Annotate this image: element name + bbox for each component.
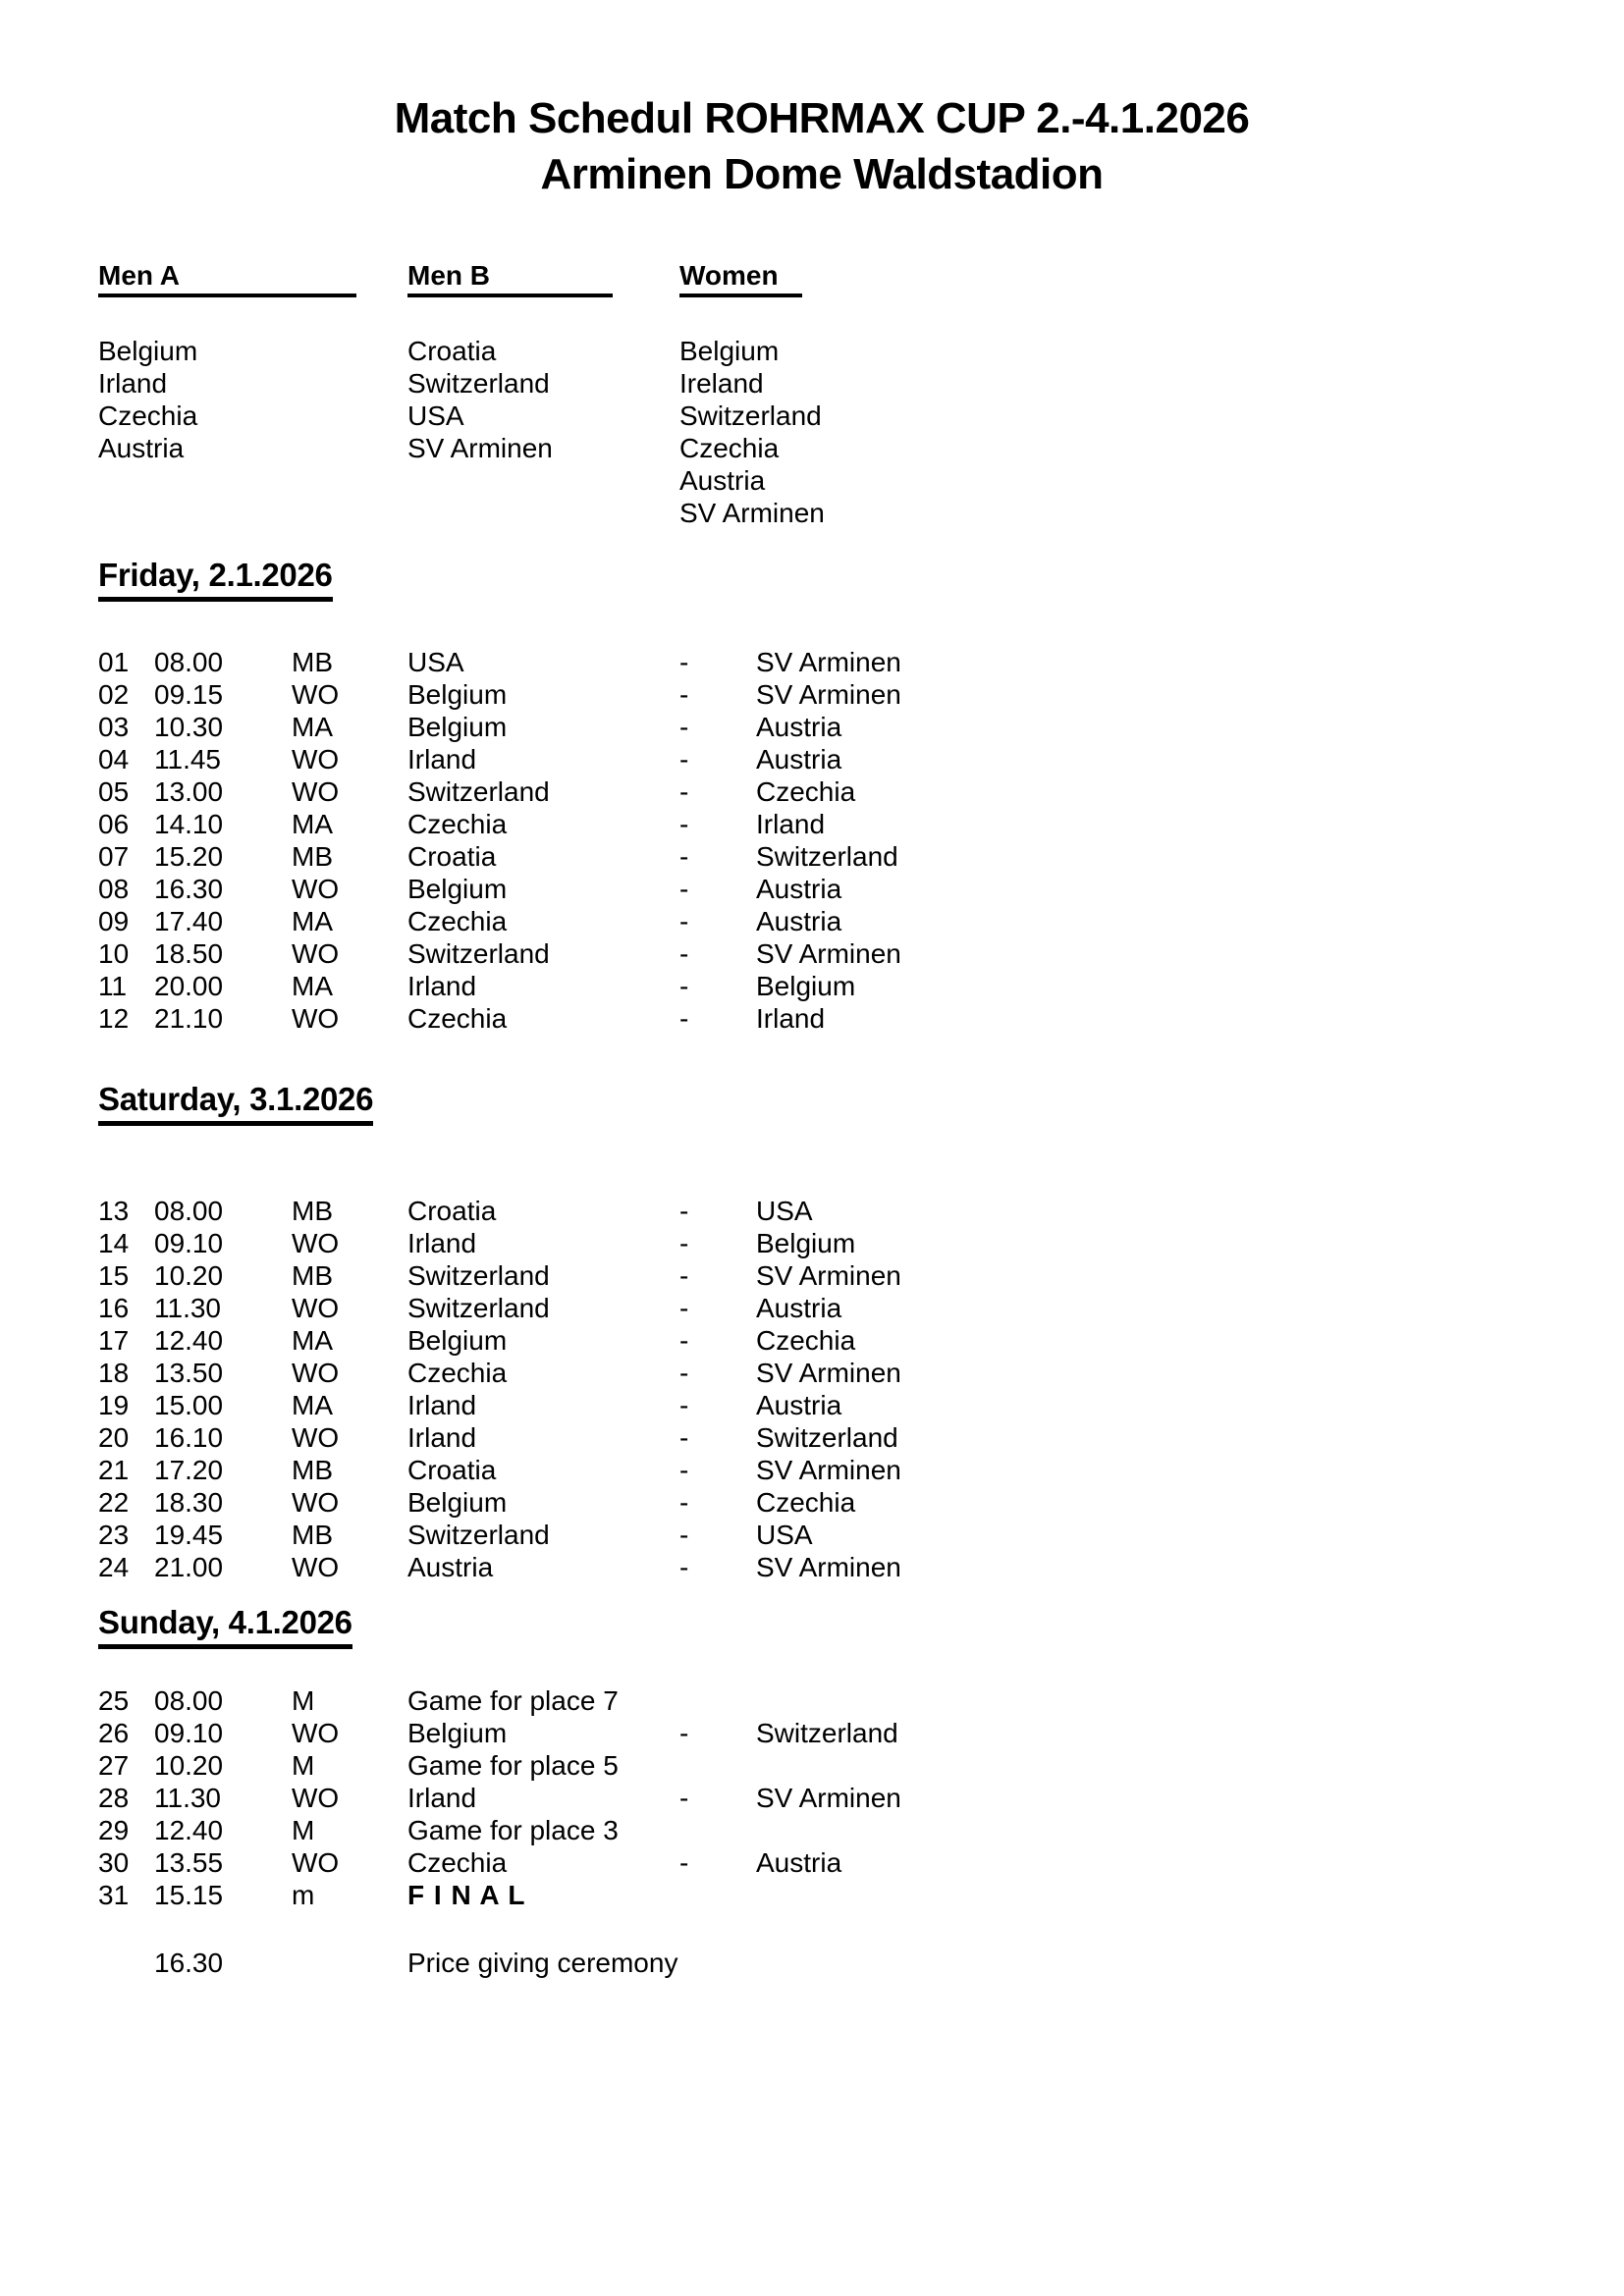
match-number: 29 xyxy=(98,1815,130,1845)
match-number: 25 xyxy=(98,1685,130,1716)
match-time: 12.40 xyxy=(154,1815,224,1845)
match-away-team: SV Arminen xyxy=(756,938,901,969)
match-away-team: Irland xyxy=(756,809,826,839)
match-category: WO xyxy=(292,1783,340,1813)
match-home-team: Irland xyxy=(407,1228,477,1258)
match-away-team: Czechia xyxy=(756,1325,856,1356)
match-category: MA xyxy=(292,906,333,936)
match-number: 16 xyxy=(98,1293,130,1323)
match-home-team: Irland xyxy=(407,971,477,1001)
match-row xyxy=(98,808,1545,840)
group-team-list xyxy=(407,335,679,529)
title-line-1: Match Schedul ROHRMAX CUP 2.-4.1.2026 xyxy=(394,94,1250,142)
match-home-team: Belgium xyxy=(407,679,508,710)
match-away-team: Austria xyxy=(756,712,842,742)
match-away-team: Austria xyxy=(756,1390,842,1420)
team-name: Switzerland xyxy=(407,368,550,399)
match-number: 10 xyxy=(98,938,130,969)
match-home-team: Irland xyxy=(407,1390,477,1420)
day-heading-wrap xyxy=(98,1603,1545,1649)
day-rows xyxy=(98,646,1545,1035)
match-away-team: SV Arminen xyxy=(756,1783,901,1813)
match-separator: - xyxy=(679,1487,689,1518)
match-number: 30 xyxy=(98,1847,130,1878)
team-name: Czechia xyxy=(98,400,198,431)
ceremony-separator-placeholder xyxy=(679,1947,756,1979)
match-category: WO xyxy=(292,1003,340,1034)
match-home-team: Czechia xyxy=(407,1847,508,1878)
team-name: Croatia xyxy=(407,336,497,366)
match-category: MA xyxy=(292,971,333,1001)
match-row xyxy=(98,873,1545,905)
match-separator: - xyxy=(679,1358,689,1388)
match-away-team xyxy=(756,1814,1545,1846)
match-number: 13 xyxy=(98,1196,130,1226)
match-separator: - xyxy=(679,874,689,904)
team-name: SV Arminen xyxy=(679,498,825,528)
match-away-team: SV Arminen xyxy=(756,647,901,677)
match-category: MB xyxy=(292,1520,333,1550)
match-separator: - xyxy=(679,938,689,969)
match-away-team: Switzerland xyxy=(756,1718,898,1748)
ceremony-away-placeholder xyxy=(756,1947,1545,1979)
match-separator: - xyxy=(679,1422,689,1453)
match-separator: - xyxy=(679,744,689,774)
match-number: 05 xyxy=(98,776,130,807)
match-separator: - xyxy=(679,1455,689,1485)
match-home-team: Game for place 5 xyxy=(407,1750,619,1781)
match-category: WO xyxy=(292,1487,340,1518)
group-header-cell xyxy=(407,261,679,297)
ceremony-row xyxy=(98,1947,1545,1979)
match-separator xyxy=(679,1814,756,1846)
day-heading-wrap xyxy=(98,556,1545,602)
match-number: 23 xyxy=(98,1520,130,1550)
match-time: 18.30 xyxy=(154,1487,224,1518)
match-category: m xyxy=(292,1880,315,1910)
match-row xyxy=(98,1684,1545,1717)
match-separator: - xyxy=(679,1847,689,1878)
day-section xyxy=(98,1080,1545,1583)
day-section xyxy=(98,1603,1545,1911)
match-number: 06 xyxy=(98,809,130,839)
match-home-team: Belgium xyxy=(407,1718,508,1748)
match-home-team: Switzerland xyxy=(407,938,550,969)
match-away-team: SV Arminen xyxy=(756,1358,901,1388)
match-category: MA xyxy=(292,1325,333,1356)
match-number: 31 xyxy=(98,1880,130,1910)
match-away-team: Switzerland xyxy=(756,841,898,872)
match-row xyxy=(98,1324,1545,1357)
match-away-team: Austria xyxy=(756,1847,842,1878)
match-row xyxy=(98,840,1545,873)
match-home-team: Croatia xyxy=(407,1196,497,1226)
match-category: MB xyxy=(292,647,333,677)
match-row xyxy=(98,1389,1545,1421)
match-category: M xyxy=(292,1685,315,1716)
match-number: 07 xyxy=(98,841,130,872)
match-away-team: USA xyxy=(756,1520,813,1550)
match-home-team: Czechia xyxy=(407,1358,508,1388)
match-time: 15.00 xyxy=(154,1390,224,1420)
match-away-team: SV Arminen xyxy=(756,1260,901,1291)
match-row xyxy=(98,1846,1545,1879)
match-number: 04 xyxy=(98,744,130,774)
match-row xyxy=(98,1454,1545,1486)
match-away-team xyxy=(756,1684,1545,1717)
match-row xyxy=(98,711,1545,743)
match-time: 12.40 xyxy=(154,1325,224,1356)
team-name: USA xyxy=(407,400,464,431)
day-heading: Friday, 2.1.2026 xyxy=(98,556,333,602)
match-row xyxy=(98,1292,1545,1324)
match-category: WO xyxy=(292,874,340,904)
match-home-team: Croatia xyxy=(407,841,497,872)
day-rows xyxy=(98,1684,1545,1911)
match-separator: - xyxy=(679,647,689,677)
match-number: 02 xyxy=(98,679,130,710)
match-row xyxy=(98,1227,1545,1259)
match-time: 13.00 xyxy=(154,776,224,807)
match-category: WO xyxy=(292,1358,340,1388)
match-row xyxy=(98,1259,1545,1292)
match-category: WO xyxy=(292,1847,340,1878)
match-home-team: Belgium xyxy=(407,1487,508,1518)
match-number: 19 xyxy=(98,1390,130,1420)
match-time: 08.00 xyxy=(154,1196,224,1226)
match-row xyxy=(98,1002,1545,1035)
match-separator: - xyxy=(679,679,689,710)
match-separator: - xyxy=(679,776,689,807)
match-number: 03 xyxy=(98,712,130,742)
match-separator xyxy=(679,1749,756,1782)
match-number: 17 xyxy=(98,1325,130,1356)
match-number: 12 xyxy=(98,1003,130,1034)
match-separator: - xyxy=(679,1783,689,1813)
match-home-team: Czechia xyxy=(407,809,508,839)
match-separator: - xyxy=(679,712,689,742)
match-number: 18 xyxy=(98,1358,130,1388)
match-row xyxy=(98,1486,1545,1519)
match-row xyxy=(98,1519,1545,1551)
match-home-team: F I N A L xyxy=(407,1880,526,1910)
match-category: WO xyxy=(292,744,340,774)
match-number: 28 xyxy=(98,1783,130,1813)
match-category: MA xyxy=(292,1390,333,1420)
match-row xyxy=(98,1782,1545,1814)
match-time: 13.55 xyxy=(154,1847,224,1878)
match-home-team: USA xyxy=(407,647,464,677)
match-row xyxy=(98,1749,1545,1782)
group-header-cell xyxy=(98,261,407,297)
match-time: 10.20 xyxy=(154,1750,224,1781)
match-separator: - xyxy=(679,1718,689,1748)
day-rows xyxy=(98,1195,1545,1583)
match-row xyxy=(98,775,1545,808)
match-time: 13.50 xyxy=(154,1358,224,1388)
match-category: MB xyxy=(292,1196,333,1226)
match-home-team: Czechia xyxy=(407,906,508,936)
match-separator xyxy=(679,1879,756,1911)
tournament-groups xyxy=(98,261,1545,529)
match-away-team xyxy=(756,1879,1545,1911)
match-home-team: Irland xyxy=(407,1422,477,1453)
match-home-team: Switzerland xyxy=(407,1260,550,1291)
match-time: 11.45 xyxy=(154,744,221,774)
match-home-team: Czechia xyxy=(407,1003,508,1034)
match-separator: - xyxy=(679,1293,689,1323)
team-name: Belgium xyxy=(98,336,198,366)
match-row xyxy=(98,970,1545,1002)
match-time: 16.30 xyxy=(154,874,224,904)
team-name: SV Arminen xyxy=(407,433,553,463)
title-line-2: Arminen Dome Waldstadion xyxy=(540,150,1104,198)
match-time: 14.10 xyxy=(154,809,224,839)
match-row xyxy=(98,937,1545,970)
match-time: 19.45 xyxy=(154,1520,224,1550)
group-header: Men B xyxy=(407,261,613,297)
match-away-team: SV Arminen xyxy=(756,1552,901,1582)
match-number: 08 xyxy=(98,874,130,904)
match-category: MB xyxy=(292,1455,333,1485)
match-category: WO xyxy=(292,938,340,969)
day-heading: Sunday, 4.1.2026 xyxy=(98,1603,352,1649)
ceremony-time: 16.30 xyxy=(154,1948,224,1978)
match-category: WO xyxy=(292,776,340,807)
match-category: MA xyxy=(292,712,333,742)
match-home-team: Game for place 7 xyxy=(407,1685,619,1716)
match-away-team: Belgium xyxy=(756,971,856,1001)
match-home-team: Irland xyxy=(407,744,477,774)
match-separator: - xyxy=(679,1003,689,1034)
match-time: 17.20 xyxy=(154,1455,224,1485)
match-away-team: USA xyxy=(756,1196,813,1226)
match-home-team: Game for place 3 xyxy=(407,1815,619,1845)
match-home-team: Belgium xyxy=(407,874,508,904)
match-category: WO xyxy=(292,1293,340,1323)
match-row xyxy=(98,1421,1545,1454)
match-time: 11.30 xyxy=(154,1783,221,1813)
match-time: 21.00 xyxy=(154,1552,224,1582)
match-number: 11 xyxy=(98,971,128,1001)
match-away-team: Czechia xyxy=(756,776,856,807)
match-category: MB xyxy=(292,1260,333,1291)
match-separator: - xyxy=(679,841,689,872)
match-separator: - xyxy=(679,906,689,936)
match-time: 08.00 xyxy=(154,647,224,677)
match-number: 24 xyxy=(98,1552,130,1582)
match-home-team: Switzerland xyxy=(407,1293,550,1323)
match-time: 11.30 xyxy=(154,1293,221,1323)
match-separator xyxy=(679,1684,756,1717)
match-separator: - xyxy=(679,809,689,839)
group-header: Men A xyxy=(98,261,356,297)
match-row xyxy=(98,1717,1545,1749)
match-category: MB xyxy=(292,841,333,872)
match-number: 14 xyxy=(98,1228,130,1258)
match-home-team: Belgium xyxy=(407,712,508,742)
match-away-team: Czechia xyxy=(756,1487,856,1518)
match-separator: - xyxy=(679,1196,689,1226)
match-category: WO xyxy=(292,1228,340,1258)
match-away-team: Irland xyxy=(756,1003,826,1034)
match-separator: - xyxy=(679,1228,689,1258)
match-time: 08.00 xyxy=(154,1685,224,1716)
match-row xyxy=(98,1195,1545,1227)
day-heading-wrap xyxy=(98,1080,1545,1126)
match-category: WO xyxy=(292,1718,340,1748)
ceremony-label: Price giving ceremony xyxy=(407,1948,678,1978)
match-separator: - xyxy=(679,1390,689,1420)
group-team-list xyxy=(679,335,1545,529)
ceremony-category-placeholder xyxy=(292,1947,407,1979)
team-name: Ireland xyxy=(679,368,764,399)
match-number: 20 xyxy=(98,1422,130,1453)
match-separator: - xyxy=(679,1260,689,1291)
match-time: 09.15 xyxy=(154,679,224,710)
match-away-team: Austria xyxy=(756,906,842,936)
team-name: Austria xyxy=(679,465,766,496)
match-category: MA xyxy=(292,809,333,839)
match-time: 09.10 xyxy=(154,1718,224,1748)
match-separator: - xyxy=(679,1552,689,1582)
match-away-team xyxy=(756,1749,1545,1782)
team-name: Belgium xyxy=(679,336,780,366)
match-time: 18.50 xyxy=(154,938,224,969)
match-away-team: Belgium xyxy=(756,1228,856,1258)
match-number: 01 xyxy=(98,647,130,677)
match-away-team: SV Arminen xyxy=(756,679,901,710)
match-separator: - xyxy=(679,1520,689,1550)
match-time: 20.00 xyxy=(154,971,224,1001)
match-row xyxy=(98,743,1545,775)
match-row xyxy=(98,678,1545,711)
day-section xyxy=(98,556,1545,1035)
match-separator: - xyxy=(679,1325,689,1356)
match-home-team: Switzerland xyxy=(407,1520,550,1550)
match-time: 10.20 xyxy=(154,1260,224,1291)
match-home-team: Switzerland xyxy=(407,776,550,807)
match-row xyxy=(98,905,1545,937)
match-row xyxy=(98,646,1545,678)
match-away-team: Austria xyxy=(756,744,842,774)
team-name: Czechia xyxy=(679,433,780,463)
match-category: WO xyxy=(292,1552,340,1582)
schedule xyxy=(98,556,1545,1911)
match-row xyxy=(98,1357,1545,1389)
group-headers-row xyxy=(98,261,1545,297)
group-header: Women xyxy=(679,261,802,297)
match-separator: - xyxy=(679,971,689,1001)
match-away-team: SV Arminen xyxy=(756,1455,901,1485)
group-teams-row xyxy=(98,335,1545,529)
day-heading: Saturday, 3.1.2026 xyxy=(98,1080,373,1126)
match-time: 15.20 xyxy=(154,841,224,872)
match-number: 26 xyxy=(98,1718,130,1748)
match-row xyxy=(98,1551,1545,1583)
match-category: WO xyxy=(292,679,340,710)
match-home-team: Belgium xyxy=(407,1325,508,1356)
document-title xyxy=(98,0,1545,202)
match-time: 21.10 xyxy=(154,1003,224,1034)
match-time: 10.30 xyxy=(154,712,224,742)
match-home-team: Croatia xyxy=(407,1455,497,1485)
match-category: M xyxy=(292,1815,315,1845)
ceremony-number-placeholder xyxy=(98,1947,154,1979)
match-row xyxy=(98,1879,1545,1911)
match-time: 16.10 xyxy=(154,1422,224,1453)
match-time: 15.15 xyxy=(154,1880,224,1910)
team-name: Austria xyxy=(98,433,185,463)
match-away-team: Austria xyxy=(756,1293,842,1323)
match-number: 22 xyxy=(98,1487,130,1518)
team-name: Switzerland xyxy=(679,400,822,431)
match-home-team: Austria xyxy=(407,1552,494,1582)
group-team-list xyxy=(98,335,407,529)
match-time: 09.10 xyxy=(154,1228,224,1258)
team-name: Irland xyxy=(98,368,168,399)
match-number: 09 xyxy=(98,906,130,936)
match-away-team: Austria xyxy=(756,874,842,904)
match-number: 21 xyxy=(98,1455,130,1485)
match-time: 17.40 xyxy=(154,906,224,936)
match-away-team: Switzerland xyxy=(756,1422,898,1453)
match-home-team: Irland xyxy=(407,1783,477,1813)
match-category: M xyxy=(292,1750,315,1781)
group-header-cell xyxy=(679,261,1545,297)
match-number: 15 xyxy=(98,1260,130,1291)
match-category: WO xyxy=(292,1422,340,1453)
match-row xyxy=(98,1814,1545,1846)
match-number: 27 xyxy=(98,1750,130,1781)
